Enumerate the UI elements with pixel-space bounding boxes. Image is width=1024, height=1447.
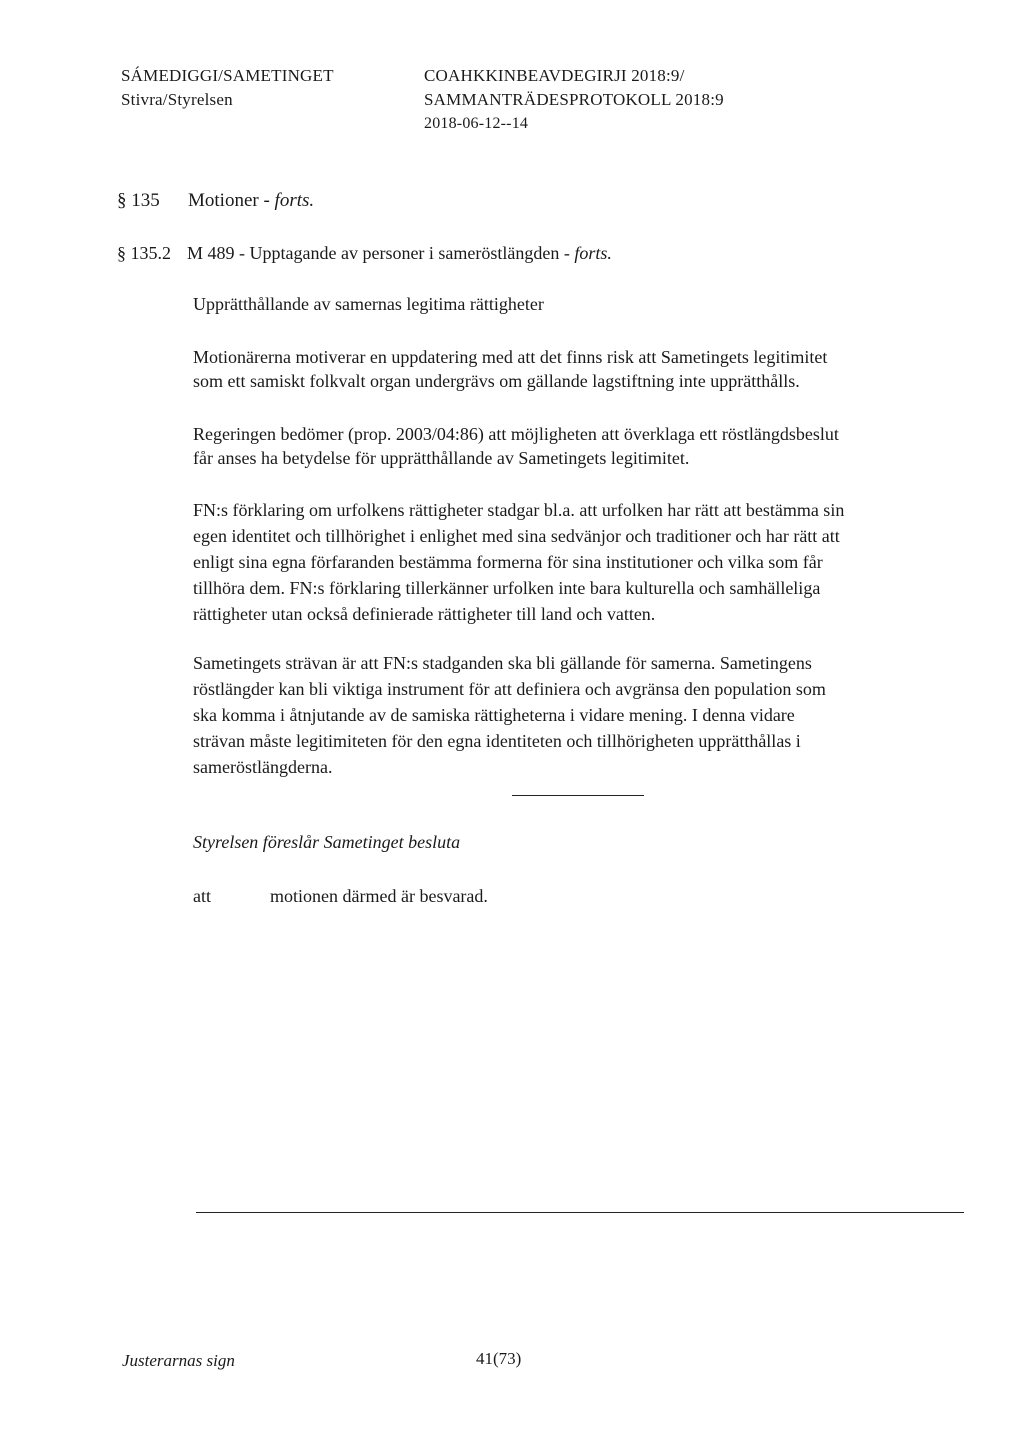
paragraph-line: röstlängder kan bli viktiga instrument för att definiera och avgränsa den population som: [193, 679, 826, 699]
section-forts: forts.: [274, 190, 315, 211]
paragraph-line: tillhöra dem. FN:s förklaring tillerkänner urfolken inte bara kulturella och samhälleliga: [193, 578, 821, 598]
header-protocol-line1: COAHKKINBEAVDEGIRJI 2018:9/: [424, 66, 685, 85]
section-symbol: §: [117, 190, 127, 211]
proposal-heading: Styrelsen föreslår Sametinget besluta: [193, 832, 461, 852]
paragraph-4: [193, 650, 963, 780]
paragraph-line: som ett samiskt folkvalt organ undergrävs om gällande lagstiftning inte upprätthålls.: [193, 371, 800, 391]
header-org-line1: SÁMEDIGGI/SAMETINGET: [121, 66, 334, 85]
paragraph-line: sameröstlängderna.: [193, 757, 333, 777]
paragraph-line: strävan måste legitimiteten för den egna identiteten och tillhörigheten upprätthållas i: [193, 731, 801, 751]
paragraph-line: Motionärerna motiverar en uppdatering med att det finns risk att Sametingets legitimitet: [193, 347, 828, 367]
subsection-dash: -: [563, 243, 570, 263]
paragraph-line: Sametingets strävan är att FN:s stadganden ska bli gällande för samerna. Sametingens: [193, 653, 812, 673]
paragraph-line: Regeringen bedömer (prop. 2003/04:86) att möjligheten att överklaga ett röstlängdsbeslut: [193, 424, 839, 444]
paragraph-3: [193, 497, 963, 627]
proposal-text: motionen därmed är besvarad.: [270, 886, 488, 906]
paragraph-1: [193, 345, 963, 393]
paragraph-line: enligt sina egna förfaranden bestämma formerna för sina institutioner och vilka som får: [193, 552, 823, 572]
section-dash: -: [263, 190, 270, 211]
header-dates: 2018-06-12--14: [424, 115, 529, 132]
paragraph-line: ska komma i åtnjutande av de samiska rättigheterna i vidare mening. I denna vidare: [193, 705, 795, 725]
header-protocol-line2: SAMMANTRÄDESPROTOKOLL 2018:9: [424, 90, 724, 109]
footer-divider: [196, 1212, 964, 1213]
header-org-line2: Stivra/Styrelsen: [121, 90, 233, 109]
footer-page-number: 41(73): [476, 1349, 522, 1368]
paragraph-line: rättigheter utan också definierade rättigheter till land och vatten.: [193, 604, 656, 624]
subsection-heading: [117, 243, 612, 264]
paragraph-line: får anses ha betydelse för upprätthållande av Sametingets legitimitet.: [193, 448, 690, 468]
section-heading: [117, 190, 314, 212]
section-number: 135: [131, 190, 160, 211]
subsection-number: 135.2: [130, 243, 171, 263]
subsection-title: M 489 - Upptagande av personer i sameröstlängden: [187, 243, 560, 263]
paragraph-2: [193, 422, 963, 470]
body-heading: Upprätthållande av samernas legitima rättigheter: [193, 294, 544, 314]
proposal-att: att: [193, 886, 211, 906]
subsection-symbol: §: [117, 243, 126, 263]
subsection-forts: forts.: [574, 243, 612, 263]
paragraph-line: egen identitet och tillhörighet i enlighet med sina sedvänjor och traditioner och har rätt att: [193, 526, 840, 546]
section-title: Motioner: [188, 190, 259, 211]
footer-sign-label: Justerarnas sign: [122, 1351, 235, 1370]
paragraph-line: FN:s förklaring om urfolkens rättigheter stadgar bl.a. att urfolken har rätt att bestämma sin: [193, 500, 845, 520]
section-divider: [512, 795, 644, 796]
